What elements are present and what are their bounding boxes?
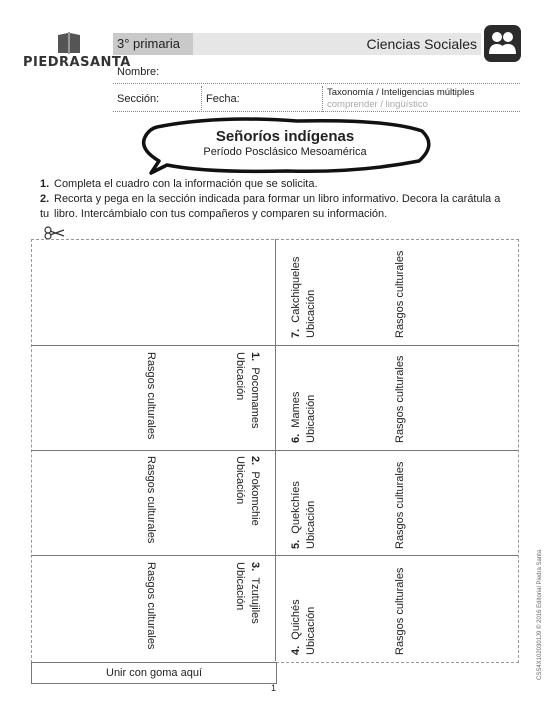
fecha-label: Fecha: bbox=[206, 93, 240, 105]
divider bbox=[322, 86, 323, 112]
card-rasgos: Rasgos culturales bbox=[145, 456, 157, 544]
brand-logo: PIEDRASANTA bbox=[23, 55, 131, 70]
card-ubicacion: Ubicación bbox=[305, 606, 317, 655]
cover-panel[interactable] bbox=[32, 240, 274, 344]
subject-title: Ciencias Sociales bbox=[366, 36, 477, 52]
card-rasgos: Rasgos culturales bbox=[394, 461, 406, 549]
seccion-field[interactable] bbox=[113, 111, 520, 112]
taxonomia-value: comprender / lingüístico bbox=[327, 99, 428, 110]
instruction-2: 2. Recorta y pega en la sección indicada para formar un libro informativo. Decora la carátula a tu bbox=[40, 193, 501, 220]
card-rasgos: Rasgos culturales bbox=[394, 567, 406, 655]
card-ubicacion: Ubicación bbox=[234, 352, 246, 401]
nombre-label: Nombre: bbox=[117, 66, 160, 78]
grid-row-line bbox=[31, 450, 518, 451]
instruction-1: 1. Completa el cuadro con la información que se solicita. bbox=[40, 178, 318, 190]
grid-row-line bbox=[31, 345, 518, 346]
glue-tab: Unir con goma aquí bbox=[31, 662, 277, 684]
grid-row-line bbox=[31, 555, 518, 556]
nombre-field[interactable] bbox=[113, 83, 520, 84]
people-icon bbox=[484, 25, 521, 62]
card-rasgos: Rasgos culturales bbox=[394, 355, 406, 443]
card-title: 5. Quekchíes bbox=[290, 481, 302, 549]
card-title: 6. Mames bbox=[290, 391, 302, 443]
card-rasgos: Rasgos culturales bbox=[394, 250, 406, 338]
page-subtitle: Período Posclásico Mesoamérica bbox=[203, 146, 367, 158]
card-title: 4. Quichés bbox=[290, 599, 302, 655]
book-logo-icon bbox=[56, 31, 82, 55]
card-title: 1. Pocomames bbox=[249, 352, 261, 429]
grade-label: 3° primaria bbox=[113, 33, 193, 55]
card-rasgos: Rasgos culturales bbox=[145, 562, 157, 650]
card-ubicacion: Ubicación bbox=[305, 500, 317, 549]
page-number: 1 bbox=[271, 683, 277, 693]
taxonomia-label: Taxonomía / Inteligencias múltiples bbox=[327, 87, 475, 98]
card-ubicacion: Ubicación bbox=[234, 456, 246, 505]
card-ubicacion: Ubicación bbox=[305, 394, 317, 443]
card-ubicacion: Ubicación bbox=[234, 562, 246, 611]
divider bbox=[201, 86, 202, 112]
card-title: 7. Cakchiqueles bbox=[290, 256, 302, 338]
card-title: 3. Tzutujiles bbox=[249, 562, 261, 624]
page-title: Señoríos indígenas bbox=[215, 128, 355, 145]
instruction-2-cont: libro. Intercámbialo con tus compañeros y comparen su información. bbox=[54, 208, 388, 220]
copyright-credit: CSS4X1020301J9 © 2016 Editorial Piedra Santa bbox=[537, 549, 543, 680]
card-ubicacion: Ubicación bbox=[305, 289, 317, 338]
seccion-label: Sección: bbox=[117, 93, 160, 105]
card-title: 2. Pokomchie bbox=[249, 456, 261, 526]
scissors-icon bbox=[44, 226, 66, 240]
card-rasgos: Rasgos culturales bbox=[145, 352, 157, 440]
